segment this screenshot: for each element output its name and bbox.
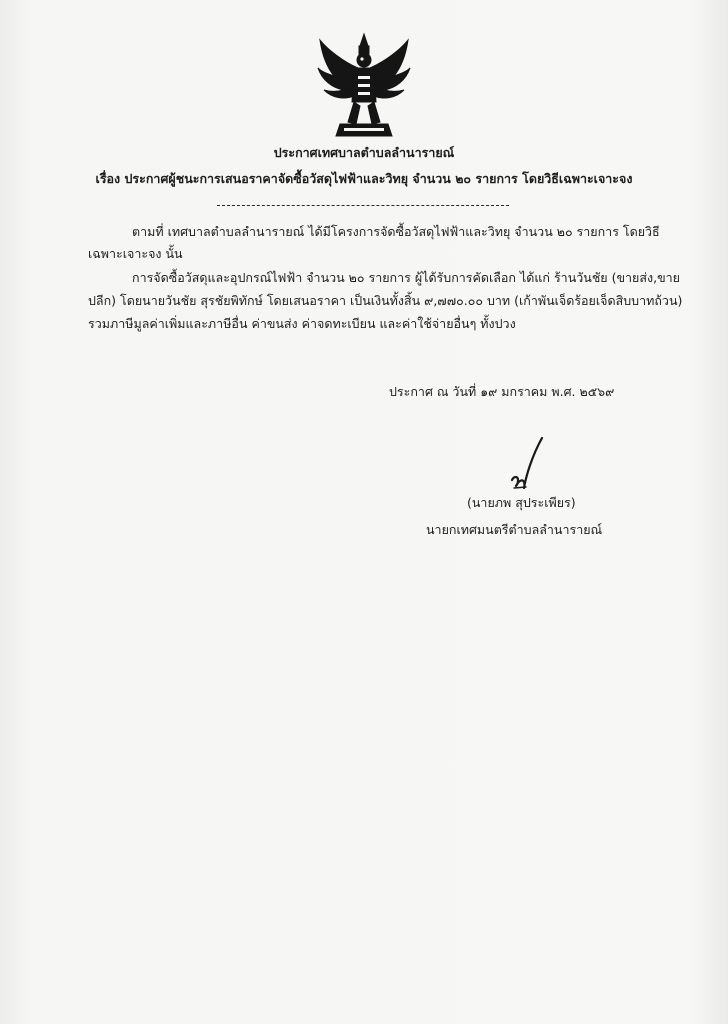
- paragraph1-line1: ตามที่ เทศบาลตำบลลำนารายณ์ ได้มีโครงการจัดซื้อวัสดุไฟฟ้าและวิทยุ จำนวน ๒๐ รายการ โดยวิธี: [132, 224, 660, 239]
- signer-position: นายกเทศมนตรีตำบลลำนารายณ์: [426, 522, 603, 537]
- paragraph2-line3: รวมภาษีมูลค่าเพิ่มและภาษีอื่น ค่าขนส่ง ค่าจดทะเบียน และค่าใช้จ่ายอื่นๆ ทั้งปวง: [88, 316, 516, 331]
- divider-line: [217, 205, 509, 206]
- paragraph2-line1: การจัดซื้อวัสดุและอุปกรณ์ไฟฟ้า จำนวน ๒๐ รายการ ผู้ได้รับการคัดเลือก ได้แก่ ร้านวันชัย (ขายส่ง,ขาย: [132, 270, 680, 285]
- signer-name: (นายภพ สุประเพียร): [467, 495, 576, 510]
- date-line: ประกาศ ณ วันที่ ๑๙ มกราคม พ.ศ. ๒๕๖๙: [389, 384, 615, 399]
- paragraph1-line2: เฉพาะเจาะจง นั้น: [88, 246, 183, 261]
- document-title: ประกาศเทศบาลตำบลลำนารายณ์: [273, 145, 455, 160]
- garuda-emblem-icon: [314, 32, 414, 140]
- document-subject: เรื่อง ประกาศผู้ชนะการเสนอราคาจัดซื้อวัสดุไฟฟ้าและวิทยุ จำนวน ๒๐ รายการ โดยวิธีเฉพาะเจาะจง: [95, 171, 633, 186]
- handwritten-signature-icon: [508, 436, 548, 496]
- paragraph2-line2: ปลีก) โดยนายวันชัย สุรชัยพิทักษ์ โดยเสนอราคา เป็นเงินทั้งสิ้น ๙,๗๗๐.๐๐ บาท (เก้าพันเจ็ดร้อยเจ็ดสิบบาทถ้วน): [88, 293, 683, 308]
